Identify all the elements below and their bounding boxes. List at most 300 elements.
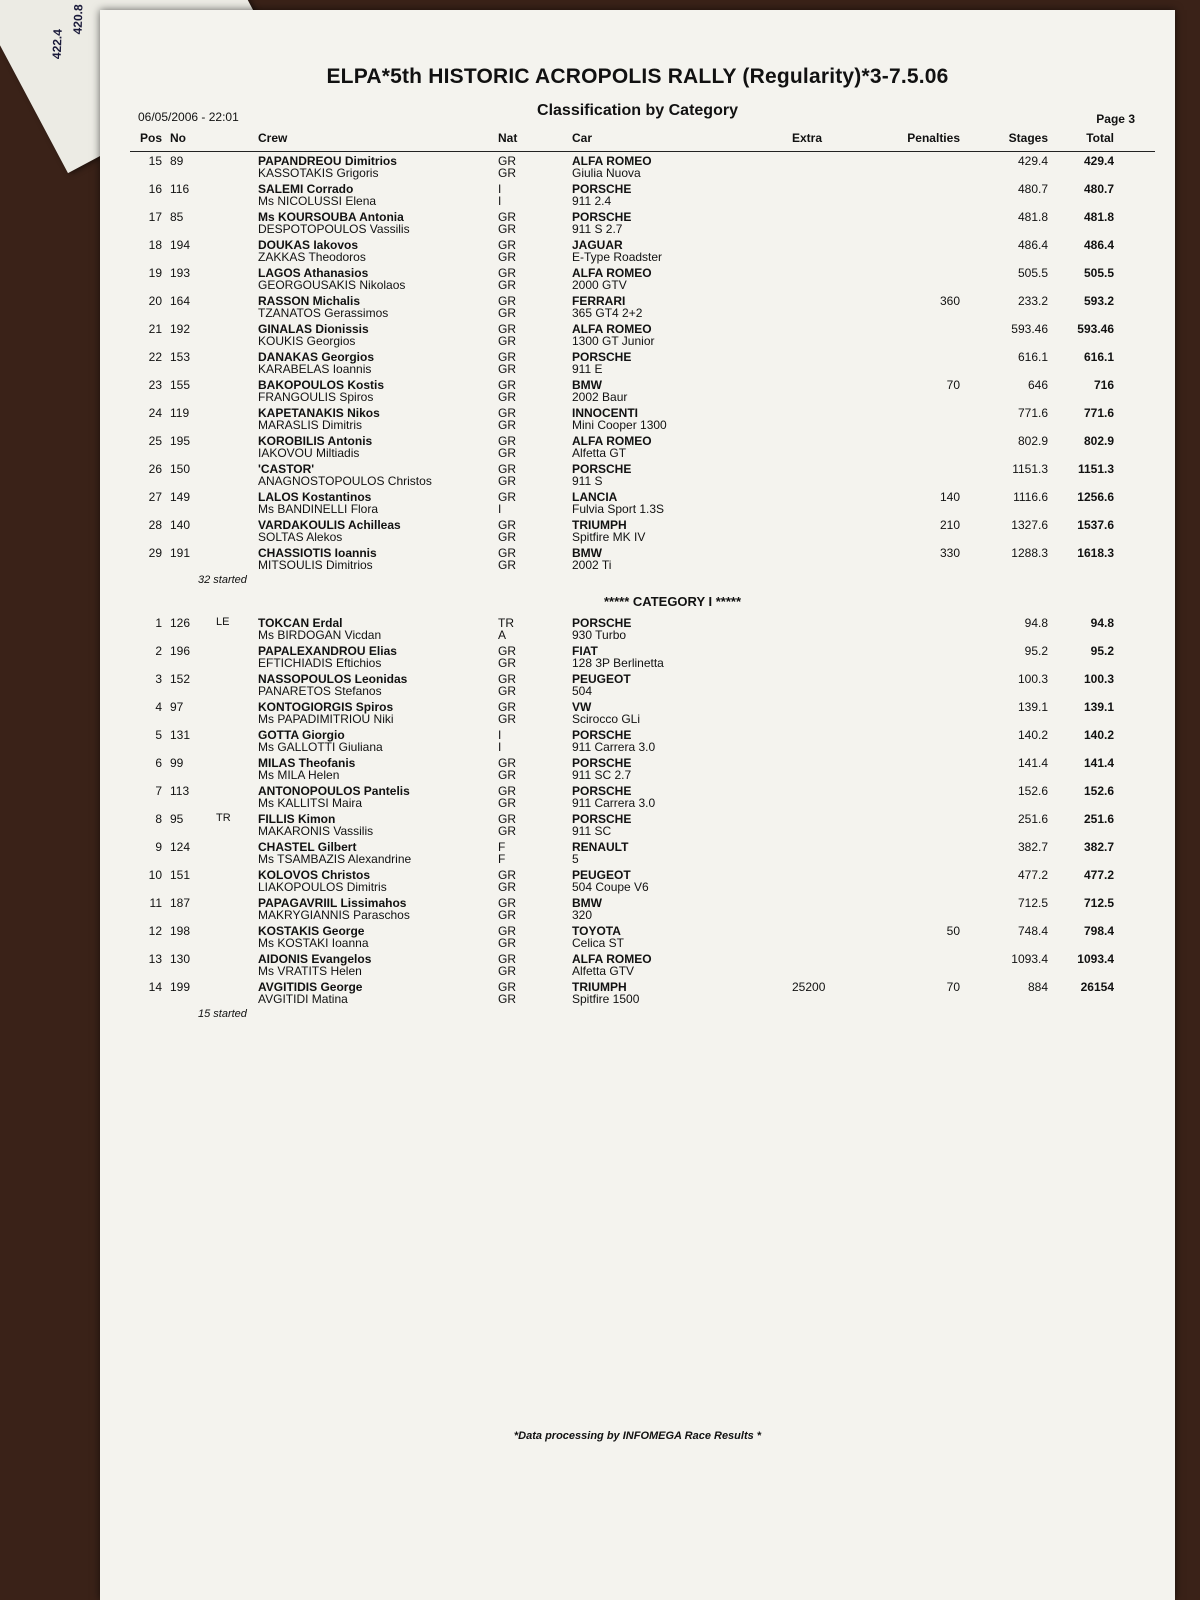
document-subtitle: Classification by Category xyxy=(537,102,738,119)
col-car: Car xyxy=(572,131,593,145)
cell-car-model: Mini Cooper 1300 xyxy=(572,418,667,432)
cell-codriver: AVGITIDI Matina xyxy=(258,992,348,1006)
cell-pos: 5 xyxy=(155,728,162,742)
cell-driver-nat: GR xyxy=(498,266,516,280)
cell-driver-nat: GR xyxy=(498,350,516,364)
cell-car-number: 140 xyxy=(170,518,191,532)
cell-codriver: Ms BIRDOGAN Vicdan xyxy=(258,628,382,642)
cell-car-number: 89 xyxy=(170,154,184,168)
cell-total: 382.7 xyxy=(1083,840,1114,854)
cell-codriver-nat: GR xyxy=(498,530,516,544)
cell-car-number: 164 xyxy=(170,294,191,308)
cell-car-number: 153 xyxy=(170,350,191,364)
col-nat: Nat xyxy=(498,131,518,145)
cell-codriver: MAKRYGIANNIS Paraschos xyxy=(258,908,410,922)
cell-driver-nat: GR xyxy=(498,980,516,994)
cell-car-model: 2002 Baur xyxy=(572,390,628,404)
cell-total: 1093.4 xyxy=(1077,952,1114,966)
cell-car-number: 124 xyxy=(170,840,191,854)
cell-driver: ANTONOPOULOS Pantelis xyxy=(258,784,410,798)
cell-driver-nat: GR xyxy=(498,952,516,966)
cell-total: 798.4 xyxy=(1083,924,1114,938)
cell-codriver: GEORGOUSAKIS Nikolaos xyxy=(258,278,406,292)
cell-stages: 505.5 xyxy=(1017,266,1048,280)
cell-car-model: Spitfire 1500 xyxy=(572,992,640,1006)
cell-total: 95.2 xyxy=(1090,644,1114,658)
started-count: 32 started xyxy=(198,574,247,586)
cell-codriver: PANARETOS Stefanos xyxy=(258,684,382,698)
cell-driver-nat: GR xyxy=(498,378,516,392)
table-row xyxy=(130,376,1155,404)
cell-total: 505.5 xyxy=(1083,266,1114,280)
cell-car-number: 85 xyxy=(170,210,184,224)
cell-stages: 802.9 xyxy=(1017,434,1048,448)
cell-pos: 18 xyxy=(148,238,162,252)
cell-car-make: FERRARI xyxy=(572,294,626,308)
cell-total: 480.7 xyxy=(1083,182,1114,196)
cell-stages: 884 xyxy=(1027,980,1048,994)
cell-total: 593.46 xyxy=(1077,322,1114,336)
cell-car-model: 911 Carrera 3.0 xyxy=(572,796,656,810)
cell-codriver-nat: GR xyxy=(498,964,516,978)
cell-total: 251.6 xyxy=(1083,812,1114,826)
cell-codriver: MARASLIS Dimitris xyxy=(258,418,363,432)
table-row xyxy=(130,922,1155,950)
cell-car-make: FIAT xyxy=(572,644,598,658)
cell-car-model: Alfetta GT xyxy=(572,446,627,460)
table-row xyxy=(130,348,1155,376)
cell-car-number: 152 xyxy=(170,672,191,686)
cell-driver-nat: GR xyxy=(498,700,516,714)
cell-car-model: 911 E xyxy=(572,362,603,376)
cell-car-number: 194 xyxy=(170,238,191,252)
cell-total: 139.1 xyxy=(1083,700,1114,714)
table-row xyxy=(130,152,1155,180)
cell-penalties: 70 xyxy=(946,378,960,392)
cell-pos: 21 xyxy=(148,322,162,336)
cell-codriver-nat: GR xyxy=(498,306,516,320)
cell-total: 616.1 xyxy=(1083,350,1114,364)
cell-car-make: PEUGEOT xyxy=(572,672,631,686)
cell-car-model: 911 SC xyxy=(572,824,612,838)
cell-codriver-nat: F xyxy=(498,852,506,866)
cell-pos: 27 xyxy=(148,490,162,504)
col-extra: Extra xyxy=(792,131,823,145)
cell-car-make: PORSCHE xyxy=(572,784,632,798)
cell-car-number: 151 xyxy=(170,868,191,882)
cell-driver-nat: GR xyxy=(498,644,516,658)
cell-pos: 23 xyxy=(148,378,162,392)
cell-driver: GOTTA Giorgio xyxy=(258,728,345,742)
cell-penalties: 70 xyxy=(946,980,960,994)
cell-car-model: 911 S xyxy=(572,474,603,488)
cell-driver: DANAKAS Georgios xyxy=(258,350,375,364)
cell-stages: 140.2 xyxy=(1017,728,1048,742)
cell-codriver-nat: GR xyxy=(498,474,516,488)
cell-stages: 1327.6 xyxy=(1011,518,1048,532)
cell-car-make: ALFA ROMEO xyxy=(572,266,652,280)
cell-codriver: LIAKOPOULOS Dimitris xyxy=(258,880,387,894)
cell-car-number: 116 xyxy=(170,182,190,196)
cell-car-make: TRIUMPH xyxy=(572,518,627,532)
cell-pos: 19 xyxy=(148,266,162,280)
cell-car-make: PORSCHE xyxy=(572,182,632,196)
cell-car-make: BMW xyxy=(572,896,602,910)
cell-driver-nat: GR xyxy=(498,784,516,798)
cell-car-model: 2000 GTV xyxy=(572,278,627,292)
cell-codriver-nat: GR xyxy=(498,824,516,838)
cell-codriver-nat: GR xyxy=(498,656,516,670)
cell-driver-nat: GR xyxy=(498,896,516,910)
table-row xyxy=(130,544,1155,572)
cell-total: 140.2 xyxy=(1083,728,1114,742)
cell-car-make: PORSCHE xyxy=(572,210,632,224)
cell-stages: 1116.6 xyxy=(1013,490,1048,504)
cell-codriver-nat: I xyxy=(498,502,502,516)
cell-pos: 29 xyxy=(148,546,162,560)
cell-stages: 100.3 xyxy=(1017,672,1048,686)
cell-pos: 26 xyxy=(148,462,162,476)
cell-driver: 'CASTOR' xyxy=(258,462,315,476)
cell-driver: FILLIS Kimon xyxy=(258,812,336,826)
cell-pos: 6 xyxy=(155,756,162,770)
cell-penalties: 330 xyxy=(939,546,960,560)
cell-codriver-nat: GR xyxy=(498,908,516,922)
table-row xyxy=(130,782,1155,810)
cell-driver: LALOS Kostantinos xyxy=(258,490,372,504)
cell-codriver-nat: GR xyxy=(498,880,516,894)
cell-codriver: IAKOVOU Miltiadis xyxy=(258,446,360,460)
cell-car-make: PORSCHE xyxy=(572,616,632,630)
cell-car-make: PORSCHE xyxy=(572,728,632,742)
cell-stages: 94.8 xyxy=(1024,616,1048,630)
cell-codriver-nat: GR xyxy=(498,796,516,810)
cell-total: 1618.3 xyxy=(1077,546,1114,560)
table-row xyxy=(130,698,1155,726)
cell-driver-nat: I xyxy=(498,182,502,196)
cell-car-model: 2002 Ti xyxy=(572,558,612,572)
cell-codriver-nat: A xyxy=(498,628,507,642)
cell-extra: 25200 xyxy=(792,980,826,994)
cell-stages: 141.4 xyxy=(1017,756,1048,770)
cell-codriver-nat: GR xyxy=(498,684,516,698)
cell-driver-nat: GR xyxy=(498,924,516,938)
scrap-value: 420.8 xyxy=(70,4,86,35)
cell-codriver-nat: GR xyxy=(498,166,516,180)
cell-pos: 24 xyxy=(148,406,162,420)
cell-driver-nat: GR xyxy=(498,406,516,420)
cell-driver-nat: GR xyxy=(498,546,516,560)
cell-car-model: E-Type Roadster xyxy=(572,250,663,264)
cell-car-make: ALFA ROMEO xyxy=(572,154,652,168)
cell-codriver-nat: GR xyxy=(498,446,516,460)
cell-total: 716 xyxy=(1093,378,1114,392)
cell-pos: 11 xyxy=(149,896,162,910)
scrap-value: 422.4 xyxy=(49,28,65,60)
cell-total: 1151.3 xyxy=(1077,462,1114,476)
cell-pos: 28 xyxy=(148,518,162,532)
cell-driver: KOSTAKIS George xyxy=(258,924,365,938)
cell-pos: 14 xyxy=(148,980,162,994)
cell-car-number: 198 xyxy=(170,924,191,938)
cell-car-model: 128 3P Berlinetta xyxy=(572,656,664,670)
cell-driver: KAPETANAKIS Nikos xyxy=(258,406,380,420)
cell-codriver-nat: GR xyxy=(498,418,516,432)
cell-stages: 748.4 xyxy=(1017,924,1048,938)
cell-car-make: BMW xyxy=(572,378,602,392)
cell-stages: 646 xyxy=(1027,378,1048,392)
cell-driver: KONTOGIORGIS Spiros xyxy=(258,700,394,714)
table-row xyxy=(130,432,1155,460)
cell-stages: 1093.4 xyxy=(1011,952,1048,966)
cell-car-model: Alfetta GTV xyxy=(572,964,635,978)
cell-total: 94.8 xyxy=(1090,616,1114,630)
cell-driver: KOLOVOS Christos xyxy=(258,868,371,882)
cell-driver: NASSOPOULOS Leonidas xyxy=(258,672,408,686)
cell-stages: 429.4 xyxy=(1017,154,1048,168)
col-total: Total xyxy=(1086,131,1114,145)
cell-pos: 9 xyxy=(155,840,162,854)
cell-car-number: 193 xyxy=(170,266,191,280)
cell-stages: 712.5 xyxy=(1017,896,1048,910)
cell-driver-nat: GR xyxy=(498,672,516,686)
cell-car-make: ALFA ROMEO xyxy=(572,952,652,966)
cell-car-model: Fulvia Sport 1.3S xyxy=(572,502,665,516)
cell-codriver-nat: GR xyxy=(498,222,516,236)
cell-total: 771.6 xyxy=(1083,406,1114,420)
cell-codriver-nat: I xyxy=(498,740,502,754)
cell-pos: 25 xyxy=(148,434,162,448)
cell-car-number: 187 xyxy=(170,896,191,910)
cell-flag: LE xyxy=(216,616,230,628)
cell-driver-nat: GR xyxy=(498,756,516,770)
cell-car-model: Spitfire MK IV xyxy=(572,530,646,544)
started-count-row xyxy=(130,572,1155,594)
cell-pos: 12 xyxy=(148,924,162,938)
cell-driver-nat: GR xyxy=(498,294,516,308)
cell-codriver-nat: GR xyxy=(498,250,516,264)
cell-car-number: 199 xyxy=(170,980,191,994)
cell-car-number: 191 xyxy=(170,546,191,560)
table-row xyxy=(130,670,1155,698)
cell-stages: 616.1 xyxy=(1017,350,1048,364)
cell-car-number: 196 xyxy=(170,644,191,658)
table-row xyxy=(130,894,1155,922)
cell-total: 477.2 xyxy=(1083,868,1114,882)
cell-car-make: PEUGEOT xyxy=(572,868,631,882)
cell-driver-nat: GR xyxy=(498,210,516,224)
cell-car-make: JAGUAR xyxy=(572,238,623,252)
cell-codriver-nat: GR xyxy=(498,390,516,404)
cell-car-make: PORSCHE xyxy=(572,812,632,826)
cell-driver: PAPAGAVRIIL Lissimahos xyxy=(258,896,407,910)
cell-codriver: Ms KALLITSI Maira xyxy=(258,796,363,810)
cell-pos: 10 xyxy=(148,868,162,882)
cell-car-model: Giulia Nuova xyxy=(572,166,641,180)
cell-codriver-nat: GR xyxy=(498,992,516,1006)
started-count: 15 started xyxy=(198,1008,247,1020)
cell-total: 429.4 xyxy=(1083,154,1114,168)
cell-car-model: 1300 GT Junior xyxy=(572,334,655,348)
cell-car-model: 504 xyxy=(572,684,593,698)
cell-codriver: EFTICHIADIS Eftichios xyxy=(258,656,382,670)
cell-car-model: 911 S 2.7 xyxy=(572,222,623,236)
table-row xyxy=(130,754,1155,782)
table-row xyxy=(130,726,1155,754)
cell-car-make: TRIUMPH xyxy=(572,980,627,994)
cell-codriver: DESPOTOPOULOS Vassilis xyxy=(258,222,410,236)
cell-driver: AVGITIDIS George xyxy=(258,980,363,994)
cell-pos: 8 xyxy=(155,812,162,826)
cell-car-number: 130 xyxy=(170,952,191,966)
table-row xyxy=(130,208,1155,236)
cell-car-number: 126 xyxy=(170,616,191,630)
cell-driver: DOUKAS Iakovos xyxy=(258,238,359,252)
cell-driver-nat: GR xyxy=(498,490,516,504)
cell-total: 481.8 xyxy=(1083,210,1114,224)
cell-codriver: MITSOULIS Dimitrios xyxy=(258,558,373,572)
cell-total: 712.5 xyxy=(1083,896,1114,910)
cell-car-model: 911 2.4 xyxy=(572,194,612,208)
cell-car-model: Scirocco GLi xyxy=(572,712,641,726)
cell-driver: VARDAKOULIS Achilleas xyxy=(258,518,401,532)
cell-codriver-nat: GR xyxy=(498,712,516,726)
cell-codriver-nat: I xyxy=(498,194,502,208)
cell-car-number: 150 xyxy=(170,462,191,476)
cell-total: 152.6 xyxy=(1083,784,1114,798)
cell-stages: 382.7 xyxy=(1017,840,1048,854)
cell-codriver: Ms NICOLUSSI Elena xyxy=(258,194,377,208)
cell-total: 100.3 xyxy=(1083,672,1114,686)
table-row xyxy=(130,404,1155,432)
cell-codriver: Ms GALLOTTI Giuliana xyxy=(258,740,383,754)
cell-codriver: Ms KOSTAKI Ioanna xyxy=(258,936,369,950)
cell-car-number: 99 xyxy=(170,756,184,770)
cell-codriver-nat: GR xyxy=(498,936,516,950)
cell-codriver: Ms BANDINELLI Flora xyxy=(258,502,379,516)
cell-penalties: 50 xyxy=(946,924,960,938)
cell-car-model: 504 Coupe V6 xyxy=(572,880,649,894)
cell-penalties: 140 xyxy=(939,490,960,504)
cell-pos: 16 xyxy=(148,182,162,196)
cell-codriver-nat: GR xyxy=(498,558,516,572)
cell-driver-nat: GR xyxy=(498,868,516,882)
results-table xyxy=(130,152,1155,1028)
cell-pos: 17 xyxy=(148,210,162,224)
cell-stages: 139.1 xyxy=(1017,700,1048,714)
cell-driver-nat: GR xyxy=(498,812,516,826)
cell-car-model: 930 Turbo xyxy=(572,628,627,642)
cell-car-number: 119 xyxy=(170,406,190,420)
cell-car-make: RENAULT xyxy=(572,840,629,854)
cell-car-make: INNOCENTI xyxy=(572,406,638,420)
cell-pos: 15 xyxy=(148,154,162,168)
category-heading: ***** CATEGORY I ***** xyxy=(603,594,742,609)
cell-codriver: KARABELAS Ioannis xyxy=(258,362,372,376)
cell-codriver: Ms PAPADIMITRIOU Niki xyxy=(258,712,394,726)
cell-car-number: 192 xyxy=(170,322,191,336)
cell-stages: 1151.3 xyxy=(1012,462,1048,476)
col-pos: Pos xyxy=(139,131,162,145)
cell-driver: PAPANDREOU Dimitrios xyxy=(258,154,397,168)
cell-codriver: MAKARONIS Vassilis xyxy=(258,824,374,838)
cell-car-make: ALFA ROMEO xyxy=(572,434,652,448)
cell-flag: TR xyxy=(216,812,231,824)
cell-penalties: 210 xyxy=(939,518,960,532)
cell-stages: 593.46 xyxy=(1011,322,1048,336)
cell-car-make: TOYOTA xyxy=(572,924,621,938)
cell-codriver: TZANATOS Gerassimos xyxy=(258,306,389,320)
started-count-row xyxy=(130,1006,1155,1028)
table-row xyxy=(130,236,1155,264)
cell-driver: KOROBILIS Antonis xyxy=(258,434,373,448)
col-crew: Crew xyxy=(258,131,288,145)
table-row xyxy=(130,320,1155,348)
cell-codriver-nat: GR xyxy=(498,768,516,782)
table-row xyxy=(130,264,1155,292)
cell-total: 486.4 xyxy=(1083,238,1114,252)
cell-pos: 4 xyxy=(155,700,162,714)
cell-total: 1256.6 xyxy=(1077,490,1114,504)
cell-stages: 771.6 xyxy=(1017,406,1048,420)
cell-driver: RASSON Michalis xyxy=(258,294,361,308)
cell-stages: 251.6 xyxy=(1017,812,1048,826)
cell-total: 141.4 xyxy=(1083,756,1114,770)
cell-total: 26154 xyxy=(1080,980,1114,994)
cell-car-make: VW xyxy=(572,700,592,714)
cell-pos: 3 xyxy=(155,672,162,686)
cell-driver: PAPALEXANDROU Elias xyxy=(258,644,397,658)
table-row xyxy=(130,866,1155,894)
cell-car-number: 195 xyxy=(170,434,191,448)
cell-driver: CHASTEL Gilbert xyxy=(258,840,357,854)
cell-stages: 233.2 xyxy=(1017,294,1048,308)
cell-codriver: ANAGNOSTOPOULOS Christos xyxy=(258,474,432,488)
table-row xyxy=(130,488,1155,516)
cell-car-make: PORSCHE xyxy=(572,350,632,364)
table-row xyxy=(130,810,1155,838)
cell-codriver-nat: GR xyxy=(498,362,516,376)
table-row xyxy=(130,460,1155,488)
cell-driver: Ms KOURSOUBA Antonia xyxy=(258,210,404,224)
cell-codriver: Ms TSAMBAZIS Alexandrine xyxy=(258,852,412,866)
cell-codriver: Ms MILA Helen xyxy=(258,768,340,782)
col-stages: Stages xyxy=(1008,131,1048,145)
cell-car-model: Celica ST xyxy=(572,936,625,950)
table-row xyxy=(130,516,1155,544)
cell-car-number: 131 xyxy=(170,728,191,742)
cell-pos: 1 xyxy=(155,616,162,630)
cell-total: 802.9 xyxy=(1083,434,1114,448)
page-number: Page 3 xyxy=(1096,112,1135,126)
cell-car-number: 155 xyxy=(170,378,191,392)
cell-car-number: 113 xyxy=(170,784,190,798)
cell-car-model: 5 xyxy=(572,852,579,866)
print-datetime: 06/05/2006 - 22:01 xyxy=(138,110,239,124)
cell-car-model: 365 GT4 2+2 xyxy=(572,306,643,320)
cell-pos: 2 xyxy=(155,644,162,658)
cell-driver-nat: GR xyxy=(498,322,516,336)
cell-codriver-nat: GR xyxy=(498,278,516,292)
cell-car-model: 911 Carrera 3.0 xyxy=(572,740,656,754)
cell-stages: 481.8 xyxy=(1017,210,1048,224)
cell-pos: 7 xyxy=(155,784,162,798)
cell-codriver: Ms VRATITS Helen xyxy=(258,964,362,978)
cell-car-number: 149 xyxy=(170,490,191,504)
cell-car-make: LANCIA xyxy=(572,490,618,504)
cell-stages: 95.2 xyxy=(1024,644,1048,658)
col-penalties: Penalties xyxy=(907,131,960,145)
